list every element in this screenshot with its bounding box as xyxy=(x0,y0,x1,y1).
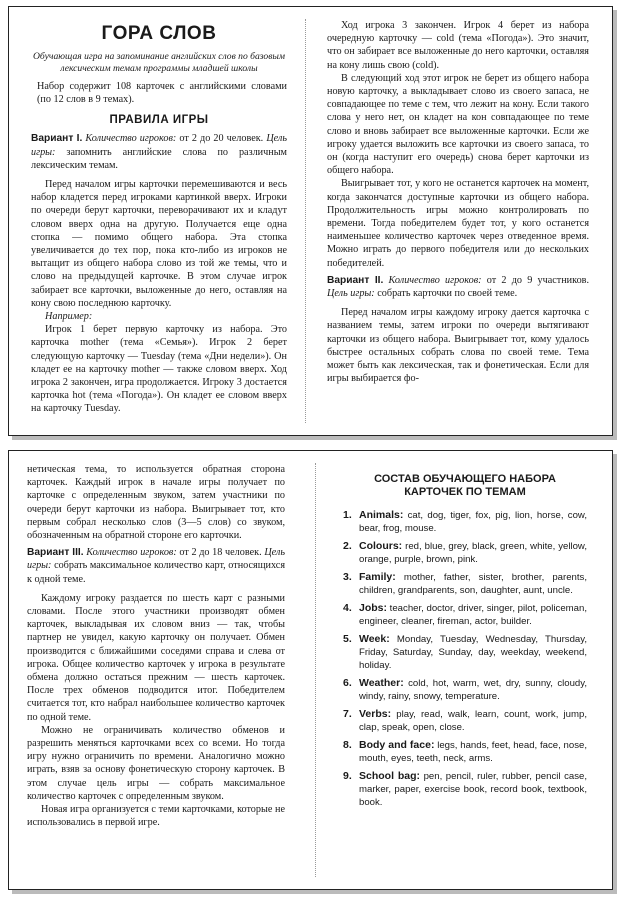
example-label: Например: xyxy=(45,311,93,323)
variant-1-name: Вариант I. xyxy=(31,133,83,145)
column-divider xyxy=(305,19,306,423)
category-words: play, read, walk, learn, count, work, jump, clap, speak, open, close. xyxy=(359,709,587,733)
rules-paragraph-5: Перед началом игры каждому игроку дается карточка с названием темы, затем игроки по очереди вытягивают карточки из общего набора. Выигрывает тот, кому удалось быстрее остальных собрать слова по своей теме. Тема может быть как лексическая, так и фонетическая. Если для игры выбирается фо- xyxy=(327,307,589,385)
category-body xyxy=(359,509,587,535)
category-number: 8. xyxy=(343,739,352,751)
variant-3-players-value: от 2 до 18 человек. xyxy=(179,547,262,559)
category-number: 3. xyxy=(343,571,352,583)
variant-1-header xyxy=(31,132,287,172)
category-number: 9. xyxy=(343,770,352,782)
category-name: Weather: xyxy=(359,677,404,689)
category-words: teacher, doctor, driver, singer, pilot, policeman, engineer, cleaner, fireman, actor, builder. xyxy=(359,603,587,627)
category-name: Family: xyxy=(359,571,396,583)
card2-right-column xyxy=(343,463,587,879)
category-number: 2. xyxy=(343,540,352,552)
category-body xyxy=(359,571,587,597)
set-title-line-2: КАРТОЧЕК ПО ТЕМАМ xyxy=(404,486,526,498)
rules-paragraph-2: Ход игрока 3 закончен. Игрок 4 берет из набора очередную карточку — cold (тема «Погода»). Это значит, что он забирает все выложенные до него карточки, оставляя на кону лишь свою (cold). xyxy=(327,20,589,71)
variant-1-goal-value: запомнить английские слова по различным лексическим темам. xyxy=(31,146,287,171)
category-name: Colours: xyxy=(359,540,403,552)
category-item xyxy=(343,770,587,809)
column-divider xyxy=(315,463,316,877)
variant-2-goal-value: собрать карточки по своей теме. xyxy=(377,288,518,300)
variant-2-players-value: от 2 до 9 участников. xyxy=(486,274,589,286)
instruction-card-2 xyxy=(8,450,613,890)
category-words: legs, hands, feet, head, face, nose, mouth, eyes, teeth, neck, arms. xyxy=(359,740,587,764)
category-name: Jobs: xyxy=(359,602,388,614)
category-words: mother, father, sister, brother, parents, children, grandparents, son, daughter, aunt, uncle. xyxy=(359,572,587,596)
variant-3-goal-value: собрать максимальное количество карт, относящихся к одной теме. xyxy=(27,560,285,585)
category-item xyxy=(343,571,587,597)
card1-right-column xyxy=(327,19,589,425)
variant-2-goal-label: Цель игры: xyxy=(327,288,375,300)
category-body xyxy=(359,602,587,628)
game-title: ГОРА СЛОВ xyxy=(101,23,217,44)
category-body xyxy=(359,633,587,672)
card2-left-column xyxy=(27,463,285,879)
intro-text: Набор содержит 108 карточек с английскими словами (по 12 слов в 9 темах). xyxy=(37,81,287,106)
category-item xyxy=(343,739,587,765)
variant-2-name: Вариант II. xyxy=(327,274,384,286)
category-item xyxy=(343,633,587,672)
category-words: red, blue, grey, black, green, white, yellow, orange, purple, brown, pink. xyxy=(359,541,587,565)
category-item xyxy=(343,708,587,734)
category-words: cat, dog, tiger, fox, pig, lion, horse, cow, bear, frog, mouse. xyxy=(359,510,587,534)
variant-2-header xyxy=(327,274,589,300)
category-name: Animals: xyxy=(359,509,404,521)
rules-paragraph-9: Новая игра организуется с теми карточками, которые не использовались в первой игре. xyxy=(27,804,285,829)
variant-3-name: Вариант III. xyxy=(27,547,84,559)
category-body xyxy=(359,540,587,566)
category-body xyxy=(359,739,587,765)
variant-3-header xyxy=(27,546,285,586)
category-number: 5. xyxy=(343,633,352,645)
variant-3-goal-label: Цель игры: xyxy=(27,547,285,572)
category-item xyxy=(343,540,587,566)
set-title-line-1: СОСТАВ ОБУЧАЮЩЕГО НАБОРА xyxy=(374,473,556,485)
category-name: Verbs: xyxy=(359,708,392,720)
instruction-card-1 xyxy=(8,6,613,436)
variant-2-players-label: Количество игроков: xyxy=(388,274,482,286)
variant-1-goal-label: Цель игры: xyxy=(31,133,287,158)
rules-paragraph-3: В следующий ход этот игрок не берет из общего набора новую карточку, а выкладывает слово из своего запаса, не совпадающее по теме с тем, что лежит на кону. Если такого слова у него нет, он кладет на кон совпадающее по теме слово и вновь забирает все выложенные карточки. Если же игроку удается выложить все карточки из своего запаса, то он (когда наступит его очередь) снова берет карточки из общего набора. xyxy=(327,72,589,177)
variant-1-players-value: от 2 до 20 человек. xyxy=(179,133,264,145)
rules-paragraph-6: нетическая тема, то используется обратная сторона карточек. Каждый игрок в начале игры получает по карточке с определенным звуком, затем участники по очереди берут карточки из набора. Выигрывает тот, кто первым собрал несколько слов (3—5 слов) со звуком, обозначенным на обратной стороне его карточки. xyxy=(27,464,285,542)
category-list xyxy=(343,509,587,809)
game-subtitle: Обучающая игра на запоминание английских слов по базовым лексическим темам программы младшей школы xyxy=(33,51,285,74)
category-item xyxy=(343,677,587,703)
card1-left-column xyxy=(31,19,287,425)
set-title xyxy=(343,473,587,499)
category-number: 1. xyxy=(343,509,352,521)
rules-paragraph-7: Каждому игроку раздается по шесть карт с разными словами. После этого участники производят обмен карточек, выкладывая их словом вниз — так, чтобы партнер не увидел, какую карточку он получает. Обмен производится с ближайшими соседями справа и слева от игрока. Общее количество карточек у игрока в результате обмена должно остаться прежним — шесть карточек. После трех обменов подводится итог. Победителем считается тот, кто набрал наибольшее количество карточек по одной теме. xyxy=(27,592,285,723)
category-item xyxy=(343,602,587,628)
rules-title: ПРАВИЛА ИГРЫ xyxy=(109,114,209,127)
variant-1-players-label: Количество игроков: xyxy=(85,133,177,145)
variant-3-players-label: Количество игроков: xyxy=(86,547,177,559)
category-words: Monday, Tuesday, Wednesday, Thursday, Friday, Saturday, Sunday, day, weekday, weekend, holiday. xyxy=(359,634,587,671)
category-name: School bag: xyxy=(359,770,420,782)
category-number: 6. xyxy=(343,677,352,689)
category-number: 4. xyxy=(343,602,352,614)
category-body xyxy=(359,708,587,734)
category-words: cold, hot, warm, wet, dry, sunny, cloudy, windy, rainy, snowy, temperature. xyxy=(359,678,587,702)
category-number: 7. xyxy=(343,708,352,720)
example-paragraph: Игрок 1 берет первую карточку из набора. Это карточка mother (тема «Семья»). Игрок 2 берет следующую карточку — Tuesday (тема «Дни недели»). Он кладет ее на карточку mother — также словом вверх. Ход игрока 2 закончен, игра продолжается. Игроку 3 достается карточка hot (тема «Погода»). Он кладет ее словом вверх на карточку Tuesday. xyxy=(31,324,287,415)
category-body xyxy=(359,770,587,809)
rules-paragraph-8: Можно не ограничивать количество обменов и разрешить меняться карточками всех со всеми. Но тогда игру нужно ограничить по времени. Аналогично можно играть, взяв за основу фонетическую сторону карточек. В этом случае цель игры — собрать максимальное количество карточек с определенным звуком. xyxy=(27,724,285,802)
category-item xyxy=(343,509,587,535)
category-name: Body and face: xyxy=(359,739,435,751)
category-name: Week: xyxy=(359,633,390,645)
category-body xyxy=(359,677,587,703)
rules-paragraph-1: Перед началом игры карточки перемешиваются и весь набор кладется перед игроками картинкой вверх. Игроки по очереди берут карточки, переворачивают их и кладут словом вверх одна на другую. Получается еще одна стопка — помимо общего набора. Эта стопка увеличивается до тех пор, пока кто-либо из игроков не вытащит из общего набора слово из той же темы, что и слово на предыдущей карточке. В этом случае игрок забирает все карточки, выложенные до него, оставляя на кону свою последнюю карточку. xyxy=(31,179,287,309)
category-words: pen, pencil, ruler, rubber, pencil case, marker, paper, exercise book, record book, textbook, book. xyxy=(359,771,587,808)
intro-box xyxy=(31,80,287,106)
rules-paragraph-4: Выигрывает тот, у кого не останется карточек на момент, когда закончатся доступные карточки из общего набора. Продолжительность игры можно контролировать по времени. Тогда победителем будет тот, у кого останется наименьшее количество карточек через отведенное время. Можно играть до первого победителя или до нескольких победителей. xyxy=(327,178,589,269)
